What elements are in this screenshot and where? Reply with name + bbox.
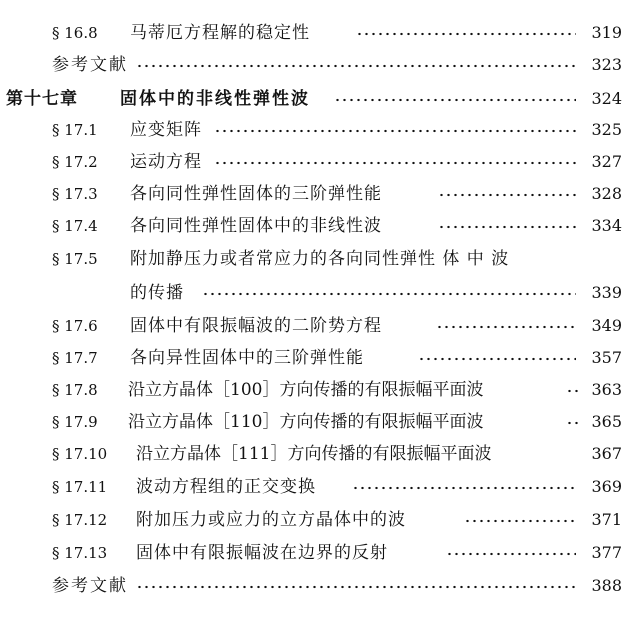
page-number: 363 [591, 380, 622, 399]
dot-leader [446, 552, 576, 556]
section-number: § 17.8 [52, 381, 98, 399]
section-title: 各向同性弹性固体中的非线性波 [130, 216, 382, 236]
dot-leader [464, 519, 576, 523]
section-number: § 17.2 [52, 153, 98, 171]
dot-leader [202, 292, 576, 296]
section-title: 附加压力或应力的立方晶体中的波 [136, 510, 406, 530]
toc-entry-17-8 [0, 377, 640, 403]
dot-leader [436, 325, 576, 329]
section-title: 沿立方晶体［100］方向传播的有限振幅平面波 [128, 380, 484, 400]
section-title-continued: 的传播 [130, 283, 184, 303]
dot-leader [438, 193, 576, 197]
page-number: 339 [591, 283, 622, 302]
toc-chapter-17 [0, 86, 640, 112]
section-title: 马蒂厄方程解的稳定性 [130, 23, 310, 43]
toc-entry-17-11 [0, 474, 640, 500]
section-title: 沿立方晶体［110］方向传播的有限振幅平面波 [128, 412, 484, 432]
toc-entry-17-5 [0, 246, 640, 272]
dot-leader [438, 225, 576, 229]
section-title: 沿立方晶体［111］方向传播的有限振幅平面波 [136, 444, 492, 464]
page-number: 327 [591, 152, 622, 171]
toc-entry-17-4 [0, 213, 640, 239]
section-title: 各向异性固体中的三阶弹性能 [130, 348, 364, 368]
dot-leader [352, 486, 576, 490]
section-number: § 16.8 [52, 24, 98, 42]
references-title: 参考文献 [52, 55, 128, 75]
dot-leader [136, 585, 576, 589]
toc-entry-17-12 [0, 507, 640, 533]
toc-entry-17-9 [0, 409, 640, 435]
section-number: § 17.12 [52, 511, 108, 529]
section-number: § 17.9 [52, 413, 98, 431]
page-number: 369 [591, 477, 622, 496]
page-number: 377 [591, 543, 622, 562]
dot-leader [136, 64, 576, 68]
page-number: 365 [591, 412, 622, 431]
toc-entry-17-2 [0, 149, 640, 175]
page-number: 328 [591, 184, 622, 203]
toc-entry-17-3 [0, 181, 640, 207]
section-title: 固体中有限振幅波在边界的反射 [136, 543, 388, 563]
section-title: 各向同性弹性固体的三阶弹性能 [130, 184, 382, 204]
section-title: 固体中有限振幅波的二阶势方程 [130, 316, 382, 336]
section-number: § 17.6 [52, 317, 98, 335]
toc-entry-17-10 [0, 441, 640, 467]
dot-leader [214, 129, 576, 133]
section-number: § 17.1 [52, 121, 98, 139]
page-number: 334 [591, 216, 622, 235]
chapter-number: 第十七章 [6, 89, 78, 109]
page-number: 388 [591, 576, 622, 595]
toc-entry-references-17 [0, 573, 640, 599]
section-title: 附加静压力或者常应力的各向同性弹性 体 中 波 [130, 249, 510, 269]
section-number: § 17.7 [52, 349, 98, 367]
toc-entry-17-13 [0, 540, 640, 566]
dot-leader [214, 161, 576, 165]
section-number: § 17.10 [52, 445, 108, 463]
toc-entry-17-7 [0, 345, 640, 371]
toc-entry-references-16 [0, 52, 640, 78]
dot-leader [566, 389, 582, 393]
page-number: 324 [591, 89, 622, 108]
section-number: § 17.4 [52, 217, 98, 235]
toc-entry-16-8 [0, 20, 640, 46]
toc-entry-17-5-continued [0, 280, 640, 306]
chapter-title: 固体中的非线性弹性波 [120, 89, 310, 109]
toc-entry-17-6 [0, 313, 640, 339]
toc-entry-17-1 [0, 117, 640, 143]
dot-leader [566, 421, 582, 425]
section-number: § 17.5 [52, 250, 98, 268]
section-title: 应变矩阵 [130, 120, 202, 140]
section-number: § 17.11 [52, 478, 108, 496]
page-number: 371 [591, 510, 622, 529]
references-title: 参考文献 [52, 576, 128, 596]
page-number: 325 [591, 120, 622, 139]
page-number: 323 [591, 55, 622, 74]
page-number: 319 [591, 23, 622, 42]
page-number: 349 [591, 316, 622, 335]
dot-leader [334, 98, 576, 102]
section-number: § 17.13 [52, 544, 108, 562]
section-number: § 17.3 [52, 185, 98, 203]
page-number: 367 [591, 444, 622, 463]
dot-leader [356, 32, 576, 36]
page-number: 357 [591, 348, 622, 367]
section-title: 波动方程组的正交变换 [136, 477, 316, 497]
section-title: 运动方程 [130, 152, 202, 172]
dot-leader [418, 357, 576, 361]
